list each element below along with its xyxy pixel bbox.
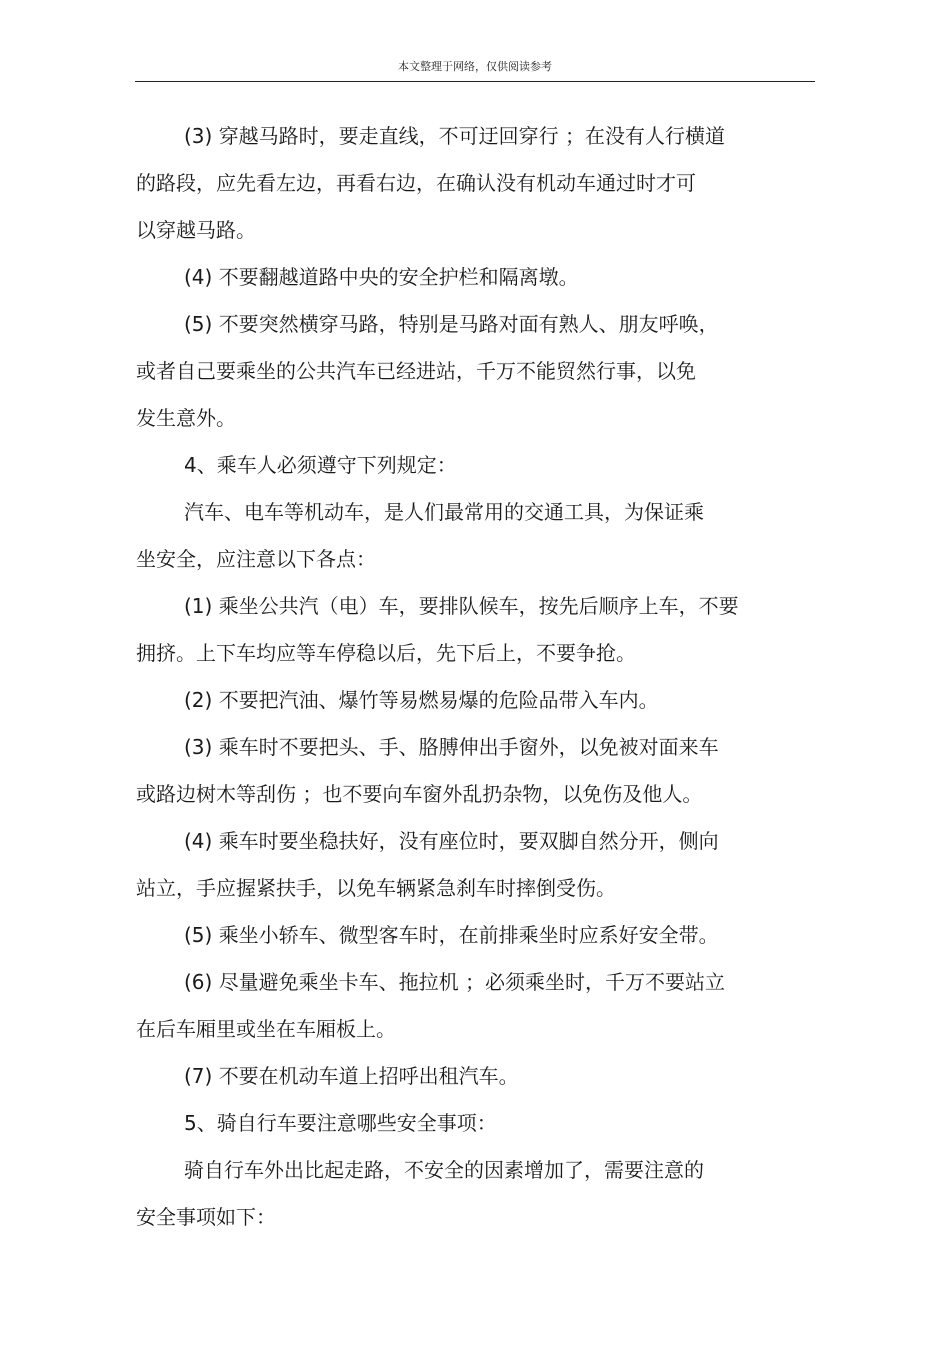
text-line: (5) 乘坐小轿车、微型客车时，在前排乘坐时应系好安全带。 bbox=[184, 923, 719, 947]
text-line: 或路边树木等刮伤 ；也不要向车窗外乱扔杂物，以免伤及他人。 bbox=[136, 782, 703, 806]
text-line: 发生意外。 bbox=[136, 406, 236, 430]
section-heading: 5、骑自行车要注意哪些安全事项： bbox=[184, 1111, 497, 1135]
text-line: (3) 乘车时不要把头、手、胳膊伸出手窗外，以免被对面来车 bbox=[184, 735, 719, 759]
text-line: 的路段，应先看左边，再看右边，在确认没有机动车通过时才可 bbox=[136, 171, 696, 195]
text-line: 拥挤。上下车均应等车停稳以后，先下后上，不要争抢。 bbox=[136, 641, 636, 665]
text-line: (4) 不要翻越道路中央的安全护栏和隔离墩。 bbox=[184, 265, 579, 289]
text-line: 以穿越马路。 bbox=[136, 218, 256, 242]
document-body bbox=[136, 113, 816, 1241]
text-line: (3) 穿越马路时，要走直线，不可迂回穿行 ；在没有人行横道 bbox=[184, 124, 726, 148]
text-line: (6) 尽量避免乘坐卡车、拖拉机 ；必须乘坐时，千万不要站立 bbox=[184, 970, 726, 994]
text-line: 汽车、电车等机动车，是人们最常用的交通工具，为保证乘 bbox=[184, 500, 704, 524]
text-line: (7) 不要在机动车道上招呼出租汽车。 bbox=[184, 1064, 519, 1088]
text-line: 安全事项如下： bbox=[136, 1205, 276, 1229]
text-line: 站立，手应握紧扶手，以免车辆紧急刹车时摔倒受伤。 bbox=[136, 876, 616, 900]
section-heading: 4、乘车人必须遵守下列规定： bbox=[184, 453, 457, 477]
text-line: (1) 乘坐公共汽（电）车，要排队候车，按先后顺序上车，不要 bbox=[184, 594, 739, 618]
text-line: 坐安全，应注意以下各点： bbox=[136, 547, 376, 571]
text-line: 骑自行车外出比起走路，不安全的因素增加了，需要注意的 bbox=[184, 1158, 704, 1182]
page-header bbox=[135, 58, 815, 82]
text-line: 或者自己要乘坐的公共汽车已经进站，千万不能贸然行事，以免 bbox=[136, 359, 696, 383]
text-line: (5) 不要突然横穿马路，特别是马路对面有熟人、朋友呼唤， bbox=[184, 312, 719, 336]
header-text: 本文整理于网络，仅供阅读参考 bbox=[398, 60, 552, 73]
text-line: (4) 乘车时要坐稳扶好，没有座位时，要双脚自然分开，侧向 bbox=[184, 829, 719, 853]
text-line: (2) 不要把汽油、爆竹等易燃易爆的危险品带入车内。 bbox=[184, 688, 659, 712]
text-line: 在后车厢里或坐在车厢板上。 bbox=[136, 1017, 396, 1041]
